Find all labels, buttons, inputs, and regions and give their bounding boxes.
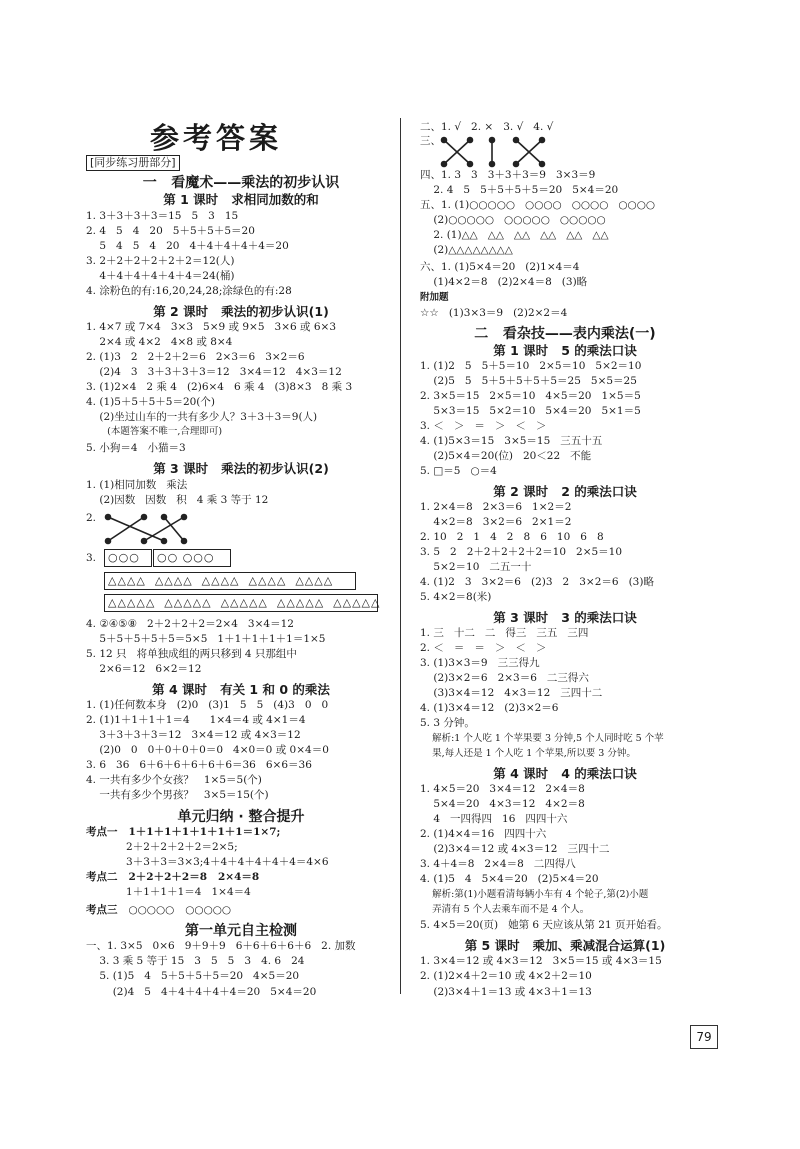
answer-line: 3. ＜ ＞ ＝ ＞ ＜ ＞ — [420, 420, 547, 432]
answer-line: 3＋3＋3＝3×3;4＋4＋4＋4＋4＋4＝4×6 — [86, 856, 329, 868]
answer-line: 1. 三 十二 二 得三 三五 三四 — [420, 627, 589, 639]
answer-line: 5. 4×5＝20(页) 她第 6 天应该从第 21 页开始看。 — [420, 919, 668, 931]
answer-line: 1. (1)2 5 5＋5＝10 2×5＝10 5×2＝10 — [420, 360, 642, 372]
section-heading: 第 3 课时 3 的乘法口诀 — [493, 610, 637, 625]
answer-line: 4×2＝8 3×2＝6 2×1＝2 — [420, 516, 572, 528]
answer-line: 果,每人还是 1 个人吃 1 个苹果,所以要 3 分钟。 — [420, 748, 636, 759]
answer-line: 考点一 1＋1＋1＋1＋1＋1＋1＝1×7; — [86, 826, 281, 838]
answer-line: (3)3×4＝12 4×3＝12 三四十二 — [420, 687, 603, 699]
answer-line: 2×6＝12 6×2＝12 — [86, 663, 202, 675]
section-heading: 第 2 课时 乘法的初步认识(1) — [153, 304, 329, 319]
section-heading: 第 4 课时 有关 1 和 0 的乘法 — [152, 682, 330, 697]
answer-line: (2)因数 因数 积 4 乘 3 等于 12 — [86, 494, 269, 506]
answer-line: 5×3＝15 5×2＝10 5×4＝20 5×1＝5 — [420, 405, 641, 417]
answer-line: 1. 4×5＝20 3×4＝12 2×4＝8 — [420, 783, 585, 795]
answer-line: 3. 6 36 6＋6＋6＋6＋6＋6＝36 6×6＝36 — [86, 759, 312, 771]
answer-line: 4. 涂粉色的有:16,20,24,28;涂绿色的有:28 — [86, 285, 292, 297]
answer-line: 5. 12 只 将单独成组的两只移到 4 只那组中 — [86, 648, 297, 660]
shape-box: △△△△ △△△△ △△△△ △△△△ △△△△ — [104, 572, 356, 590]
answer-line: (2)5×4＝20(位) 20＜22 不能 — [420, 450, 592, 462]
section-heading: 第一单元自主检测 — [185, 923, 297, 939]
answer-line: 解析:第(1)小题看清每辆小车有 4 个轮子,第(2)小题 — [420, 889, 649, 900]
section-heading: 单元归纳 · 整合提升 — [177, 809, 305, 825]
answer-line: 4. (1)5×3＝15 3×5＝15 三五十五 — [420, 435, 603, 447]
answer-line: 一共有多少个男孩？ 3×5＝15(个) — [86, 789, 269, 801]
answer-line: 四、1. 3 3 3＋3＋3＝9 3×3＝9 — [420, 169, 596, 181]
answer-line: 4. (1)2 3 3×2＝6 (2)3 2 3×2＝6 (3)略 — [420, 576, 654, 588]
answer-line: 2. (1)4×4＝16 四四十六 — [420, 828, 547, 840]
answer-line: 5×4＝20 4×3＝12 4×2＝8 — [420, 798, 585, 810]
answer-line: 1. (1)相同加数 乘法 — [86, 479, 188, 491]
answer-line: ☆☆ (1)3×3＝9 (2)2×2＝4 — [420, 307, 568, 319]
section-heading: 二 看杂技——表内乘法(一) — [474, 326, 656, 342]
answer-line: 1. 3＋3＋3＋3＝15 5 3 15 — [86, 210, 239, 222]
shape-box: △△△△△ △△△△△ △△△△△ △△△△△ △△△△△ — [104, 594, 378, 612]
section-tag: [同步练习册部分] — [86, 155, 180, 171]
answer-line: 解析:1 个人吃 1 个苹果要 3 分钟,5 个人同时吃 5 个苹 — [420, 733, 664, 744]
answer-line: 5＋5＋5＋5＋5＝5×5 1＋1＋1＋1＋1＝1×5 — [86, 633, 326, 645]
answer-line: (2)○○○○○ ○○○○○ ○○○○○ — [420, 214, 606, 226]
answer-line: 1. (1)任何数本身 (2)0 (3)1 5 5 (4)3 0 0 — [86, 699, 329, 711]
answer-line: 4 一四得四 16 四四十六 — [420, 813, 568, 825]
answer-line: 1. 2×4＝8 2×3＝6 1×2＝2 — [420, 501, 572, 513]
answer-line: 2. 4 5 5＋5＋5＋5＝20 5×4＝20 — [420, 184, 619, 196]
answer-line: 4. (1)5 4 5×4＝20 (2)5×4＝20 — [420, 873, 599, 885]
answer-line: 2＋2＋2＋2＋2＝2×5; — [86, 841, 238, 853]
answer-line: 5. (1)5 4 5＋5＋5＋5＝20 4×5＝20 — [86, 970, 300, 982]
answer-line: 五、1. (1)○○○○○ ○○○○ ○○○○ ○○○○ — [420, 199, 656, 211]
answer-line: 5. 小狗＝4 小猫＝3 — [86, 442, 186, 454]
answer-line: 2. (1)△△ △△ △△ △△ △△ △△ — [420, 229, 609, 241]
answer-line: 5 4 5 4 20 4＋4＋4＋4＋4＝20 — [86, 240, 289, 252]
matching-lines-right — [440, 138, 550, 170]
section-heading: 第 1 课时 求相同加数的和 — [163, 192, 319, 207]
answer-line: 5. 3 分钟。 — [420, 717, 475, 729]
answer-line: (2)3×4＝12 或 4×3＝12 三四十二 — [420, 843, 610, 855]
answer-line: 3. 4＋4＝8 2×4＝8 二四得八 — [420, 858, 576, 870]
answer-line: 2. ＜ ＝ ＝ ＞ ＜ ＞ — [420, 642, 547, 654]
answer-line: 4＋4＋4＋4＋4＋4＝24(桶) — [86, 270, 235, 282]
answer-line: (本题答案不唯一,合理即可) — [86, 426, 223, 437]
answer-line: 2. 10 2 1 4 2 8 6 10 6 8 — [420, 531, 604, 543]
answer-line: 2. — [86, 512, 97, 524]
section-heading: 第 5 课时 乘加、乘减混合运算(1) — [464, 938, 666, 953]
answer-line: 3. (1)2×4 2 乘 4 (2)6×4 6 乘 4 (3)8×3 8 乘 3 — [86, 381, 353, 393]
answer-line: 2. 4 5 4 20 5＋5＋5＋5＝20 — [86, 225, 255, 237]
answer-line: 1＋1＋1＋1＝4 1×4＝4 — [86, 886, 251, 898]
answer-line: 3. 3 乘 5 等于 15 3 5 5 3 4. 6 24 — [86, 955, 305, 967]
answer-line: 2×4 或 4×2 4×8 或 8×4 — [86, 336, 233, 348]
answer-line: 4. 一共有多少个女孩？ 1×5＝5(个) — [86, 774, 262, 786]
answer-line: (2)坐过山车的一共有多少人？3＋3＋3＝9(人) — [86, 411, 318, 423]
matching-lines-left — [104, 513, 214, 545]
answer-line: 1. 3×4＝12 或 4×3＝12 3×5＝15 或 4×3＝15 — [420, 955, 662, 967]
column-divider — [400, 118, 401, 994]
answer-line: 4. (1)5＋5＋5＋5＝20(个) — [86, 396, 216, 408]
answer-line: (2)0 0 0＋0＋0＋0＝0 4×0＝0 或 0×4＝0 — [86, 744, 329, 756]
answer-line: 5. 4×2＝8(米) — [420, 591, 492, 603]
answer-line: 六、1. (1)5×4＝20 (2)1×4＝4 — [420, 261, 580, 273]
answer-line: 三、 — [420, 135, 441, 147]
answer-line: 弄清有 5 个人去乘车而不是 4 个人。 — [420, 904, 590, 915]
section-heading: 第 3 课时 乘法的初步认识(2) — [153, 461, 329, 476]
answer-line: (2)3×2＝6 2×3＝6 二三得六 — [420, 672, 589, 684]
answer-line: 3. — [86, 552, 97, 564]
page-number: 79 — [690, 1025, 718, 1049]
answer-line: 3＋3＋3＋3＝12 3×4＝12 或 4×3＝12 — [86, 729, 301, 741]
section-heading: 第 2 课时 2 的乘法口诀 — [493, 484, 637, 499]
section-heading: 一 看魔术——乘法的初步认识 — [142, 175, 340, 191]
answer-line: 2. (1)2×4＋2＝10 或 4×2＋2＝10 — [420, 970, 592, 982]
answer-line: (2)4 3 3＋3＋3＋3＝12 3×4＝12 4×3＝12 — [86, 366, 342, 378]
shape-box: ○○ ○○○ — [153, 549, 231, 567]
answer-line: (1)4×2＝8 (2)2×4＝8 (3)略 — [420, 276, 588, 288]
answer-line: 5×2＝10 二五一十 — [420, 561, 532, 573]
shape-box: ○○○ — [104, 549, 152, 567]
answer-line: 3. 2＋2＋2＋2＋2＋2＝12(人) — [86, 255, 235, 267]
answer-line: 2. (1)3 2 2＋2＋2＝6 2×3＝6 3×2＝6 — [86, 351, 305, 363]
answer-line: 1. 4×7 或 7×4 3×3 5×9 或 9×5 3×6 或 6×3 — [86, 321, 337, 333]
answer-line: 2. 3×5＝15 2×5＝10 4×5＝20 1×5＝5 — [420, 390, 641, 402]
answer-line: 考点三 ○○○○○ ○○○○○ — [86, 904, 232, 916]
answer-line: 二、1. √ 2. × 3. √ 4. √ — [420, 121, 554, 133]
answer-line: 4. ②④⑤⑧ 2＋2＋2＋2＝2×4 3×4＝12 — [86, 618, 294, 630]
answer-line: (2)5 5 5＋5＋5＋5＋5＝25 5×5＝25 — [420, 375, 637, 387]
answer-line: 5. □＝5 ○＝4 — [420, 465, 497, 477]
answer-line: 3. 5 2 2＋2＋2＋2＋2＝10 2×5＝10 — [420, 546, 623, 558]
answer-line: 考点二 2＋2＋2＋2＝8 2×4＝8 — [86, 871, 260, 883]
answer-line: 3. (1)3×3＝9 三三得九 — [420, 657, 540, 669]
answer-line: 附加题 — [420, 292, 449, 303]
section-heading: 第 1 课时 5 的乘法口诀 — [493, 343, 637, 358]
answer-line: (2)△△△△△△△△ — [420, 244, 513, 256]
section-heading: 第 4 课时 4 的乘法口诀 — [493, 766, 637, 781]
answer-line: (2)4 5 4＋4＋4＋4＋4＝20 5×4＝20 — [86, 986, 317, 998]
answer-line: 2. (1)1＋1＋1＋1＝4 1×4＝4 或 4×1＝4 — [86, 714, 306, 726]
page-title: 参考答案 — [149, 121, 282, 155]
answer-line: 4. (1)3×4＝12 (2)3×2＝6 — [420, 702, 559, 714]
answer-line: 一、1. 3×5 0×6 9＋9＋9 6＋6＋6＋6＋6 2. 加数 — [86, 940, 356, 952]
answer-line: (2)3×4＋1＝13 或 4×3＋1＝13 — [420, 986, 592, 998]
